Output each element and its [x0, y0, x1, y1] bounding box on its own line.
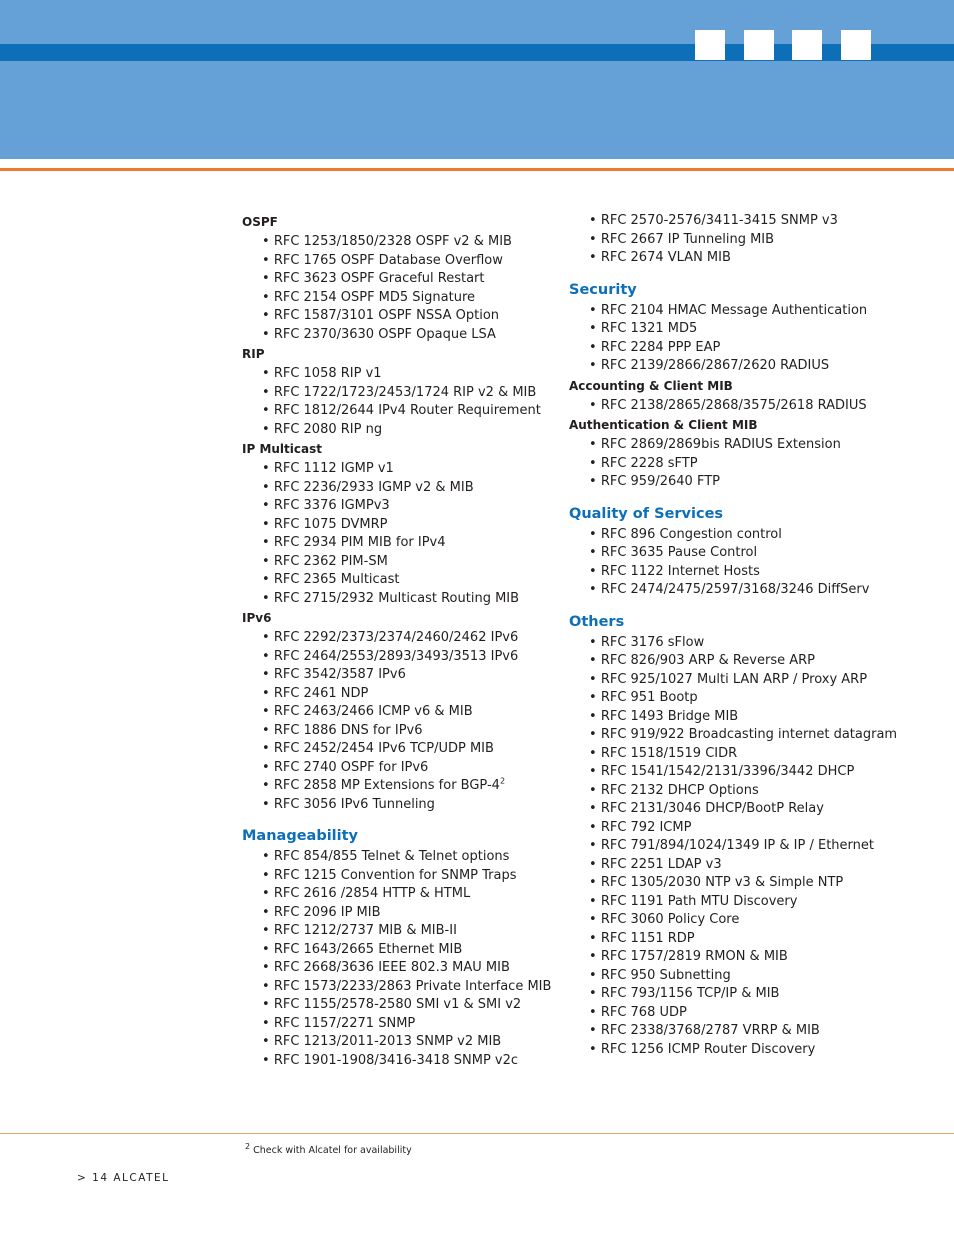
- rfc-entry: RFC 2869/2869bis RADIUS Extension: [600, 437, 841, 452]
- rfc-entry: RFC 1518/1519 CIDR: [600, 745, 738, 761]
- rfc-entry: RFC 2362 PIM-SM: [273, 553, 388, 569]
- rfc-entry: RFC 2674 VLAN MIB: [600, 250, 731, 265]
- list-item: [589, 985, 909, 1004]
- list-item: [262, 959, 562, 978]
- list-item: [589, 339, 909, 358]
- heading-ospf: OSPF: [242, 215, 278, 229]
- list-item: [589, 800, 909, 819]
- rfc-entry: RFC 2452/2454 IPv6 TCP/UDP MIB: [273, 741, 494, 756]
- rfc-entry: RFC 854/855 Telnet & Telnet options: [273, 849, 510, 864]
- rfc-entry: RFC 1155/2578-2580 SMI v1 & SMI v2: [273, 997, 522, 1012]
- list-item: [262, 534, 562, 553]
- header-square-4: [841, 30, 871, 60]
- rfc-entry: RFC 2138/2865/2868/3575/2618 RADIUS: [600, 397, 867, 413]
- rfc-entry: RFC 1901-1908/3416-3418 SNMP v2c: [273, 1052, 519, 1068]
- list-item: [589, 357, 909, 376]
- rfc-entry: RFC 1256 ICMP Router Discovery: [600, 1041, 816, 1057]
- list-item: [262, 777, 562, 796]
- header-square-3: [792, 30, 822, 60]
- list-item: [262, 233, 562, 252]
- list-item: [589, 689, 909, 708]
- heading-accounting-and-client-mib: Accounting & Client MIB: [569, 378, 733, 393]
- list-item: [589, 634, 909, 653]
- list-item: [589, 436, 909, 455]
- rfc-entry: RFC 2228 sFTP: [600, 455, 698, 471]
- heading-security: Security: [569, 281, 637, 298]
- right-column: [569, 212, 909, 1059]
- rfc-entry: RFC 2370/3630 OSPF Opaque LSA: [273, 326, 496, 342]
- list-item: [262, 590, 562, 609]
- list-item: [262, 922, 562, 941]
- header-square-2: [744, 30, 774, 60]
- footnote: [245, 1141, 412, 1156]
- list-item: [589, 911, 909, 930]
- rfc-entry: RFC 2463/2466 ICMP v6 & MIB: [273, 704, 473, 719]
- list-item: [589, 763, 909, 782]
- rfc-entry: RFC 3056 IPv6 Tunneling: [273, 796, 435, 812]
- list-item: [262, 666, 562, 685]
- rfc-entry: RFC 2096 IP MIB: [273, 904, 381, 920]
- rfc-entry: RFC 3542/3587 IPv6: [273, 667, 406, 682]
- rfc-entry: RFC 2740 OSPF for IPv6: [273, 759, 429, 775]
- rfc-entry: RFC 1305/2030 NTP v3 & Simple NTP: [600, 875, 844, 890]
- rfc-entry: RFC 2616 /2854 HTTP & HTML: [273, 886, 471, 901]
- rfc-entry: RFC 3376 IGMPv3: [273, 498, 390, 513]
- list-item: [262, 648, 562, 667]
- list-item: [262, 326, 562, 345]
- list-item: [262, 307, 562, 326]
- list-item: [262, 740, 562, 759]
- list-item: [589, 473, 909, 492]
- list-item: [589, 930, 909, 949]
- rfc-entry: RFC 2570-2576/3411-3415 SNMP v3: [600, 213, 838, 228]
- heading-authentication-and-client-mib: Authentication & Client MIB: [569, 418, 758, 432]
- list-item: [589, 1041, 909, 1060]
- rfc-entry: RFC 1157/2271 SNMP: [273, 1015, 416, 1031]
- rfc-entry: RFC 2104 HMAC Message Authentication: [600, 302, 868, 318]
- rfc-entry: RFC 2154 OSPF MD5 Signature: [273, 289, 476, 305]
- list-item: [589, 320, 909, 339]
- rfc-entry: RFC 1212/2737 MIB & MIB-II: [273, 923, 457, 938]
- list-item: [589, 544, 909, 563]
- list-item: [262, 270, 562, 289]
- list-item: [262, 1033, 562, 1052]
- rfc-entry: RFC 2236/2933 IGMP v2 & MIB: [273, 479, 474, 495]
- heading-quality-of-services: Quality of Services: [569, 505, 724, 522]
- list-ip-multicast: [242, 460, 562, 608]
- rfc-entry: RFC 1058 RIP v1: [273, 366, 382, 381]
- list-item: [589, 819, 909, 838]
- rfc-entry: RFC 1112 IGMP v1: [273, 461, 394, 476]
- rfc-entry: RFC 2934 PIM MIB for IPv4: [273, 535, 446, 550]
- rfc-entry: RFC 1765 OSPF Database Overflow: [273, 252, 503, 268]
- list-item: [262, 497, 562, 516]
- list-rip: [242, 365, 562, 439]
- rfc-entry: RFC 2338/3768/2787 VRRP & MIB: [600, 1023, 820, 1038]
- list-item: [262, 571, 562, 590]
- list-item: [589, 967, 909, 986]
- rfc-entry: RFC 1215 Convention for SNMP Traps: [273, 867, 517, 883]
- list-item: [589, 782, 909, 801]
- rfc-entry: RFC 3623 OSPF Graceful Restart: [273, 271, 485, 286]
- list-item: [589, 249, 909, 268]
- rfc-entry: RFC 2132 DHCP Options: [600, 782, 759, 798]
- list-item: [589, 948, 909, 967]
- rfc-entry: RFC 2461 NDP: [273, 685, 369, 701]
- list-item: [589, 302, 909, 321]
- list-item: [262, 365, 562, 384]
- rfc-entry: RFC 2668/3636 IEEE 802.3 MAU MIB: [273, 960, 510, 975]
- heading-others: Others: [569, 613, 625, 630]
- rfc-entry: RFC 793/1156 TCP/IP & MIB: [600, 986, 780, 1001]
- rfc-entry: RFC 3635 Pause Control: [600, 545, 758, 560]
- rfc-entry: RFC 1122 Internet Hosts: [600, 563, 760, 579]
- rfc-entry: RFC 1812/2644 IPv4 Router Requirement: [273, 403, 541, 418]
- list-item: [262, 252, 562, 271]
- header-square-1: [695, 30, 725, 60]
- rfc-entry: RFC 925/1027 Multi LAN ARP / Proxy ARP: [600, 671, 868, 687]
- footnote-ref: 2: [499, 776, 506, 786]
- rfc-entry: RFC 2464/2553/2893/3493/3513 IPv6: [273, 648, 519, 664]
- list-item: [262, 289, 562, 308]
- rfc-entry: RFC 2251 LDAP v3: [600, 856, 722, 872]
- rfc-entry: RFC 2474/2475/2597/3168/3246 DiffServ: [600, 582, 870, 597]
- rfc-entry: RFC 2080 RIP ng: [273, 421, 383, 437]
- list-item: [589, 563, 909, 582]
- list-item: [262, 384, 562, 403]
- header-divider: [0, 168, 954, 171]
- list-item: [262, 703, 562, 722]
- page-number: > 14 ALCATEL: [77, 1172, 170, 1184]
- rfc-entry: RFC 951 Bootp: [600, 690, 698, 705]
- rfc-entry: RFC 2131/3046 DHCP/BootP Relay: [600, 801, 824, 816]
- list-item: [262, 759, 562, 778]
- list-item: [262, 996, 562, 1015]
- rfc-entry: RFC 959/2640 FTP: [600, 474, 720, 489]
- list-item: [262, 978, 562, 997]
- list-manageability: [242, 848, 562, 1070]
- heading-rip: RIP: [242, 347, 265, 361]
- rfc-entry: RFC 950 Subnetting: [600, 967, 731, 983]
- list-item: [262, 460, 562, 479]
- list-item: [589, 455, 909, 474]
- list-item: [262, 685, 562, 704]
- list-item: [262, 1015, 562, 1034]
- rfc-entry: RFC 2284 PPP EAP: [600, 339, 721, 355]
- heading-ip-multicast: IP Multicast: [242, 442, 322, 456]
- rfc-entry: RFC 1191 Path MTU Discovery: [600, 893, 798, 909]
- list-item: [262, 904, 562, 923]
- heading-ipv6: IPv6: [242, 611, 272, 625]
- list-quality-of-services: [569, 526, 909, 600]
- list-item: [589, 1004, 909, 1023]
- list-item: [262, 629, 562, 648]
- list-item: [589, 212, 909, 231]
- rfc-entry: RFC 3060 Policy Core: [600, 912, 740, 927]
- rfc-entry: RFC 1587/3101 OSPF NSSA Option: [273, 308, 500, 323]
- list-item: [262, 722, 562, 741]
- list-item: [262, 796, 562, 815]
- rfc-entry: RFC 791/894/1024/1349 IP & IP / Ethernet: [600, 838, 874, 853]
- list-item: [262, 885, 562, 904]
- list-others: [569, 634, 909, 1060]
- list-item: [589, 745, 909, 764]
- list-item: [589, 893, 909, 912]
- rfc-entry: RFC 2365 Multicast: [273, 572, 400, 587]
- list-item: [589, 652, 909, 671]
- list-item: [589, 581, 909, 600]
- list-item: [589, 856, 909, 875]
- list-ipv6: [242, 629, 562, 814]
- rfc-entry: RFC 1722/1723/2453/1724 RIP v2 & MIB: [273, 384, 537, 400]
- rfc-entry: RFC 768 UDP: [600, 1004, 687, 1020]
- list-item: [262, 867, 562, 886]
- footnote-text: Check with Alcatel for availability: [253, 1145, 412, 1156]
- rfc-entry: RFC 1643/2665 Ethernet MIB: [273, 941, 463, 957]
- list-item: [589, 526, 909, 545]
- list-item: [589, 671, 909, 690]
- list-item: [589, 397, 909, 416]
- header-banner: [0, 0, 954, 159]
- list-security: [569, 302, 909, 376]
- rfc-entry: RFC 2715/2932 Multicast Routing MIB: [273, 590, 520, 606]
- rfc-entry: RFC 3176 sFlow: [600, 634, 705, 650]
- list-ospf: [242, 233, 562, 344]
- rfc-entry: RFC 896 Congestion control: [600, 526, 782, 542]
- rfc-entry: RFC 1757/2819 RMON & MIB: [600, 949, 788, 964]
- rfc-entry: RFC 1573/2233/2863 Private Interface MIB: [273, 978, 552, 994]
- rfc-entry: RFC 2139/2866/2867/2620 RADIUS: [600, 358, 830, 373]
- list-item: [262, 941, 562, 960]
- list-item: [262, 848, 562, 867]
- footer-divider: [0, 1133, 954, 1134]
- list-item: [262, 1052, 562, 1071]
- list-item: [262, 421, 562, 440]
- footnote-marker: 2: [245, 1141, 251, 1151]
- rfc-entry: RFC 1541/1542/2131/3396/3442 DHCP: [600, 764, 855, 779]
- list-item: [589, 231, 909, 250]
- list-right_column-continued: [569, 212, 909, 268]
- rfc-entry: RFC 2292/2373/2374/2460/2462 IPv6: [273, 630, 519, 645]
- rfc-entry: RFC 2858 MP Extensions for BGP-4: [273, 778, 500, 793]
- list-item: [589, 726, 909, 745]
- list-accounting-and-client-mib: [569, 397, 909, 416]
- left-column: [242, 212, 562, 1070]
- list-item: [589, 708, 909, 727]
- heading-manageability: Manageability: [242, 828, 358, 844]
- rfc-entry: RFC 919/922 Broadcasting internet datagram: [600, 727, 898, 742]
- list-item: [262, 479, 562, 498]
- list-item: [589, 837, 909, 856]
- list-item: [589, 874, 909, 893]
- rfc-entry: RFC 1151 RDP: [600, 930, 695, 946]
- rfc-entry: RFC 1493 Bridge MIB: [600, 708, 739, 724]
- rfc-entry: RFC 1321 MD5: [600, 321, 698, 336]
- list-item: [262, 402, 562, 421]
- rfc-entry: RFC 826/903 ARP & Reverse ARP: [600, 653, 815, 668]
- rfc-entry: RFC 2667 IP Tunneling MIB: [600, 231, 775, 247]
- rfc-entry: RFC 1075 DVMRP: [273, 516, 388, 532]
- list-item: [262, 553, 562, 572]
- list-item: [262, 516, 562, 535]
- list-item: [589, 1022, 909, 1041]
- rfc-entry: RFC 1253/1850/2328 OSPF v2 & MIB: [273, 234, 512, 249]
- rfc-entry: RFC 1213/2011-2013 SNMP v2 MIB: [273, 1034, 502, 1049]
- list-authentication-and-client-mib: [569, 436, 909, 492]
- rfc-entry: RFC 1886 DNS for IPv6: [273, 722, 423, 738]
- rfc-entry: RFC 792 ICMP: [600, 819, 692, 835]
